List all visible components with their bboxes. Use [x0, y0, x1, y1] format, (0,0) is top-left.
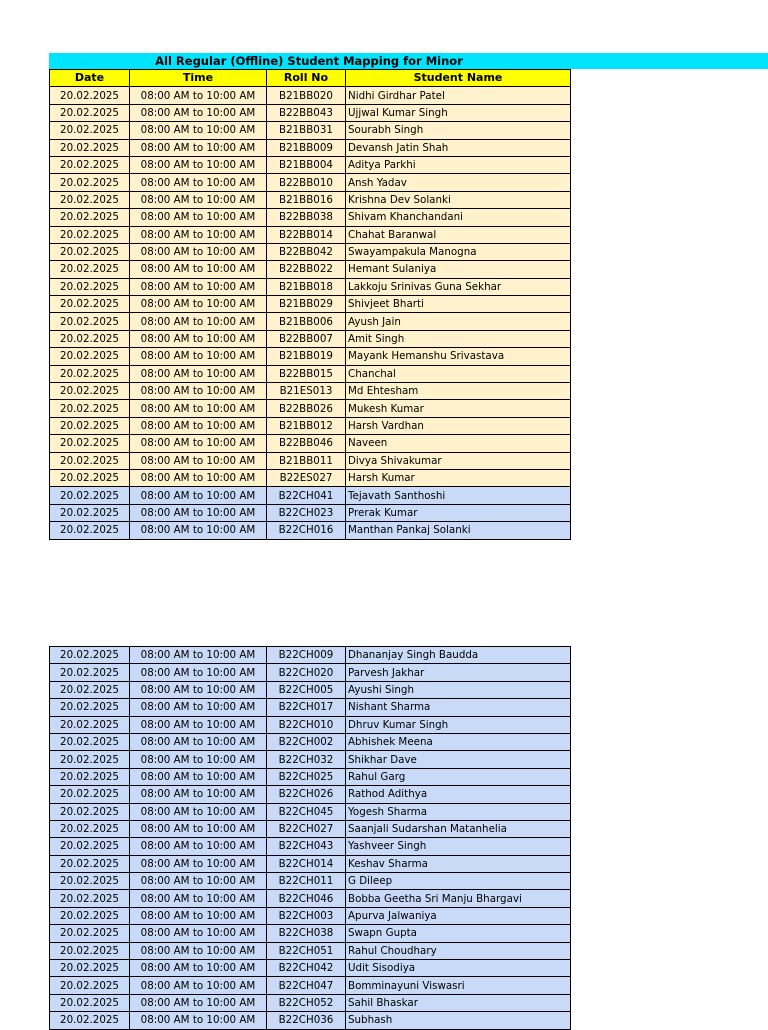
- roll-no-cell: B22CH026: [267, 786, 346, 803]
- time-cell: 08:00 AM to 10:00 AM: [130, 942, 267, 959]
- table-row: [50, 330, 571, 347]
- date-cell: 20.02.2025: [50, 942, 130, 959]
- time-cell: 08:00 AM to 10:00 AM: [130, 330, 267, 347]
- date-cell: 20.02.2025: [50, 435, 130, 452]
- table-1-body: [50, 87, 571, 539]
- time-cell: 08:00 AM to 10:00 AM: [130, 890, 267, 907]
- time-cell: 08:00 AM to 10:00 AM: [130, 209, 267, 226]
- time-cell: 08:00 AM to 10:00 AM: [130, 994, 267, 1011]
- date-cell: 20.02.2025: [50, 348, 130, 365]
- roll-no-cell: B22ES027: [267, 469, 346, 486]
- date-cell: 20.02.2025: [50, 365, 130, 382]
- student-name-cell: Udit Sisodiya: [346, 960, 571, 977]
- roll-no-cell: B21BB004: [267, 156, 346, 173]
- roll-no-cell: B22CH036: [267, 1012, 346, 1029]
- roll-no-cell: B22BB043: [267, 104, 346, 121]
- roll-no-cell: B22CH042: [267, 960, 346, 977]
- roll-no-cell: B22CH017: [267, 699, 346, 716]
- table-row: [50, 209, 571, 226]
- time-cell: 08:00 AM to 10:00 AM: [130, 400, 267, 417]
- student-name-cell: Bomminayuni Viswasri: [346, 977, 571, 994]
- time-cell: 08:00 AM to 10:00 AM: [130, 647, 267, 664]
- table-header-row: [50, 70, 571, 87]
- table-row: [50, 174, 571, 191]
- student-name-cell: Nidhi Girdhar Patel: [346, 87, 571, 104]
- student-name-cell: Shivam Khanchandani: [346, 209, 571, 226]
- student-name-cell: Yashveer Singh: [346, 838, 571, 855]
- student-name-cell: Ansh Yadav: [346, 174, 571, 191]
- table-row: [50, 87, 571, 104]
- table-row: [50, 226, 571, 243]
- date-cell: 20.02.2025: [50, 733, 130, 750]
- date-cell: 20.02.2025: [50, 647, 130, 664]
- table-row: [50, 942, 571, 959]
- time-cell: 08:00 AM to 10:00 AM: [130, 122, 267, 139]
- time-cell: 08:00 AM to 10:00 AM: [130, 261, 267, 278]
- time-cell: 08:00 AM to 10:00 AM: [130, 296, 267, 313]
- table-row: [50, 733, 571, 750]
- table-row: [50, 681, 571, 698]
- date-cell: 20.02.2025: [50, 907, 130, 924]
- date-cell: 20.02.2025: [50, 925, 130, 942]
- student-name-cell: Tejavath Santhoshi: [346, 487, 571, 504]
- roll-no-cell: B21BB020: [267, 87, 346, 104]
- title-banner: [49, 53, 768, 69]
- date-cell: 20.02.2025: [50, 261, 130, 278]
- table-row: [50, 994, 571, 1011]
- date-cell: 20.02.2025: [50, 383, 130, 400]
- table-row: [50, 960, 571, 977]
- roll-no-cell: B21BB006: [267, 313, 346, 330]
- table-row: [50, 261, 571, 278]
- student-name-cell: Amit Singh: [346, 330, 571, 347]
- student-name-cell: Ujjwal Kumar Singh: [346, 104, 571, 121]
- time-cell: 08:00 AM to 10:00 AM: [130, 664, 267, 681]
- time-cell: 08:00 AM to 10:00 AM: [130, 733, 267, 750]
- date-cell: 20.02.2025: [50, 681, 130, 698]
- time-cell: 08:00 AM to 10:00 AM: [130, 522, 267, 539]
- table-row: [50, 313, 571, 330]
- roll-no-cell: B22CH025: [267, 768, 346, 785]
- roll-no-cell: B22CH051: [267, 942, 346, 959]
- time-cell: 08:00 AM to 10:00 AM: [130, 435, 267, 452]
- time-cell: 08:00 AM to 10:00 AM: [130, 768, 267, 785]
- roll-no-cell: B21BB016: [267, 191, 346, 208]
- table-row: [50, 647, 571, 664]
- roll-no-cell: B21BB029: [267, 296, 346, 313]
- table-row: [50, 139, 571, 156]
- roll-no-cell: B22BB022: [267, 261, 346, 278]
- table-row: [50, 122, 571, 139]
- date-cell: 20.02.2025: [50, 803, 130, 820]
- table-row: [50, 803, 571, 820]
- table-row: [50, 925, 571, 942]
- date-cell: 20.02.2025: [50, 820, 130, 837]
- date-cell: 20.02.2025: [50, 873, 130, 890]
- student-name-cell: Shikhar Dave: [346, 751, 571, 768]
- time-cell: 08:00 AM to 10:00 AM: [130, 504, 267, 521]
- date-cell: 20.02.2025: [50, 469, 130, 486]
- student-name-cell: Apurva Jalwaniya: [346, 907, 571, 924]
- student-name-cell: Bobba Geetha Sri Manju Bhargavi: [346, 890, 571, 907]
- roll-no-cell: B22CH043: [267, 838, 346, 855]
- table-row: [50, 400, 571, 417]
- table-row: [50, 890, 571, 907]
- student-name-cell: Harsh Kumar: [346, 469, 571, 486]
- student-name-cell: Ayushi Singh: [346, 681, 571, 698]
- date-cell: 20.02.2025: [50, 417, 130, 434]
- student-name-cell: Saanjali Sudarshan Matanhelia: [346, 820, 571, 837]
- roll-no-cell: B22CH052: [267, 994, 346, 1011]
- roll-no-cell: B21BB019: [267, 348, 346, 365]
- roll-no-cell: B22BB046: [267, 435, 346, 452]
- student-name-cell: Devansh Jatin Shah: [346, 139, 571, 156]
- student-name-cell: Harsh Vardhan: [346, 417, 571, 434]
- table-row: [50, 365, 571, 382]
- table-row: [50, 699, 571, 716]
- time-cell: 08:00 AM to 10:00 AM: [130, 87, 267, 104]
- table-row: [50, 855, 571, 872]
- student-name-cell: Rahul Garg: [346, 768, 571, 785]
- date-cell: 20.02.2025: [50, 664, 130, 681]
- roll-no-cell: B22CH046: [267, 890, 346, 907]
- date-cell: 20.02.2025: [50, 104, 130, 121]
- student-name-cell: Mayank Hemanshu Srivastava: [346, 348, 571, 365]
- time-cell: 08:00 AM to 10:00 AM: [130, 960, 267, 977]
- student-name-cell: Shivjeet Bharti: [346, 296, 571, 313]
- student-name-cell: Manthan Pankaj Solanki: [346, 522, 571, 539]
- table-row: [50, 278, 571, 295]
- time-cell: 08:00 AM to 10:00 AM: [130, 1012, 267, 1029]
- roll-no-cell: B22BB026: [267, 400, 346, 417]
- time-cell: 08:00 AM to 10:00 AM: [130, 139, 267, 156]
- header-date: Date: [50, 70, 130, 87]
- student-name-cell: Aditya Parkhi: [346, 156, 571, 173]
- roll-no-cell: B22BB038: [267, 209, 346, 226]
- student-name-cell: Yogesh Sharma: [346, 803, 571, 820]
- roll-no-cell: B22CH023: [267, 504, 346, 521]
- table-row: [50, 820, 571, 837]
- student-name-cell: Keshav Sharma: [346, 855, 571, 872]
- student-name-cell: Md Ehtesham: [346, 383, 571, 400]
- student-name-cell: Hemant Sulaniya: [346, 261, 571, 278]
- student-name-cell: Parvesh Jakhar: [346, 664, 571, 681]
- date-cell: 20.02.2025: [50, 87, 130, 104]
- time-cell: 08:00 AM to 10:00 AM: [130, 803, 267, 820]
- table-row: [50, 786, 571, 803]
- table-row: [50, 768, 571, 785]
- date-cell: 20.02.2025: [50, 400, 130, 417]
- student-name-cell: Abhishek Meena: [346, 733, 571, 750]
- date-cell: 20.02.2025: [50, 278, 130, 295]
- roll-no-cell: B21BB011: [267, 452, 346, 469]
- table-row: [50, 487, 571, 504]
- table-row: [50, 417, 571, 434]
- date-cell: 20.02.2025: [50, 191, 130, 208]
- student-name-cell: Divya Shivakumar: [346, 452, 571, 469]
- roll-no-cell: B22BB015: [267, 365, 346, 382]
- student-name-cell: Sahil Bhaskar: [346, 994, 571, 1011]
- time-cell: 08:00 AM to 10:00 AM: [130, 226, 267, 243]
- date-cell: 20.02.2025: [50, 751, 130, 768]
- roll-no-cell: B22CH047: [267, 977, 346, 994]
- table-row: [50, 104, 571, 121]
- date-cell: 20.02.2025: [50, 156, 130, 173]
- date-cell: 20.02.2025: [50, 838, 130, 855]
- roll-no-cell: B22CH045: [267, 803, 346, 820]
- roll-no-cell: B22CH016: [267, 522, 346, 539]
- student-name-cell: Nishant Sharma: [346, 699, 571, 716]
- time-cell: 08:00 AM to 10:00 AM: [130, 365, 267, 382]
- time-cell: 08:00 AM to 10:00 AM: [130, 487, 267, 504]
- table-row: [50, 873, 571, 890]
- date-cell: 20.02.2025: [50, 226, 130, 243]
- table-2-body: [50, 647, 571, 1030]
- date-cell: 20.02.2025: [50, 890, 130, 907]
- date-cell: 20.02.2025: [50, 313, 130, 330]
- student-name-cell: Dhananjay Singh Baudda: [346, 647, 571, 664]
- roll-no-cell: B22CH011: [267, 873, 346, 890]
- date-cell: 20.02.2025: [50, 139, 130, 156]
- time-cell: 08:00 AM to 10:00 AM: [130, 716, 267, 733]
- roll-no-cell: B22CH041: [267, 487, 346, 504]
- student-name-cell: Naveen: [346, 435, 571, 452]
- roll-no-cell: B21BB012: [267, 417, 346, 434]
- time-cell: 08:00 AM to 10:00 AM: [130, 452, 267, 469]
- student-name-cell: Chahat Baranwal: [346, 226, 571, 243]
- page-title: All Regular (Offline) Student Mapping for Minor: [155, 54, 463, 68]
- student-name-cell: Rahul Choudhary: [346, 942, 571, 959]
- time-cell: 08:00 AM to 10:00 AM: [130, 977, 267, 994]
- date-cell: 20.02.2025: [50, 768, 130, 785]
- date-cell: 20.02.2025: [50, 452, 130, 469]
- time-cell: 08:00 AM to 10:00 AM: [130, 855, 267, 872]
- header-roll-no: Roll No: [267, 70, 346, 87]
- table-row: [50, 435, 571, 452]
- time-cell: 08:00 AM to 10:00 AM: [130, 156, 267, 173]
- table-row: [50, 452, 571, 469]
- roll-no-cell: B22CH014: [267, 855, 346, 872]
- table-row: [50, 469, 571, 486]
- table-row: [50, 977, 571, 994]
- table-row: [50, 1012, 571, 1029]
- time-cell: 08:00 AM to 10:00 AM: [130, 104, 267, 121]
- time-cell: 08:00 AM to 10:00 AM: [130, 699, 267, 716]
- student-name-cell: Ayush Jain: [346, 313, 571, 330]
- date-cell: 20.02.2025: [50, 209, 130, 226]
- roll-no-cell: B21BB009: [267, 139, 346, 156]
- table-row: [50, 716, 571, 733]
- table-row: [50, 664, 571, 681]
- roll-no-cell: B22CH038: [267, 925, 346, 942]
- date-cell: 20.02.2025: [50, 699, 130, 716]
- student-name-cell: Dhruv Kumar Singh: [346, 716, 571, 733]
- date-cell: 20.02.2025: [50, 786, 130, 803]
- table-row: [50, 907, 571, 924]
- student-name-cell: Sourabh Singh: [346, 122, 571, 139]
- time-cell: 08:00 AM to 10:00 AM: [130, 681, 267, 698]
- roll-no-cell: B22CH027: [267, 820, 346, 837]
- time-cell: 08:00 AM to 10:00 AM: [130, 191, 267, 208]
- date-cell: 20.02.2025: [50, 174, 130, 191]
- date-cell: 20.02.2025: [50, 296, 130, 313]
- roll-no-cell: B22BB014: [267, 226, 346, 243]
- roll-no-cell: B22BB010: [267, 174, 346, 191]
- time-cell: 08:00 AM to 10:00 AM: [130, 751, 267, 768]
- roll-no-cell: B22CH032: [267, 751, 346, 768]
- time-cell: 08:00 AM to 10:00 AM: [130, 820, 267, 837]
- student-mapping-table-1: [49, 69, 571, 540]
- header-time: Time: [130, 70, 267, 87]
- student-name-cell: Swapn Gupta: [346, 925, 571, 942]
- time-cell: 08:00 AM to 10:00 AM: [130, 873, 267, 890]
- table-row: [50, 156, 571, 173]
- header-student-name: Student Name: [346, 70, 571, 87]
- time-cell: 08:00 AM to 10:00 AM: [130, 243, 267, 260]
- student-name-cell: G Dileep: [346, 873, 571, 890]
- table-row: [50, 751, 571, 768]
- time-cell: 08:00 AM to 10:00 AM: [130, 786, 267, 803]
- table-row: [50, 522, 571, 539]
- student-name-cell: Subhash: [346, 1012, 571, 1029]
- table-row: [50, 191, 571, 208]
- date-cell: 20.02.2025: [50, 243, 130, 260]
- time-cell: 08:00 AM to 10:00 AM: [130, 838, 267, 855]
- roll-no-cell: B22BB007: [267, 330, 346, 347]
- date-cell: 20.02.2025: [50, 330, 130, 347]
- roll-no-cell: B21ES013: [267, 383, 346, 400]
- date-cell: 20.02.2025: [50, 855, 130, 872]
- student-name-cell: Prerak Kumar: [346, 504, 571, 521]
- date-cell: 20.02.2025: [50, 487, 130, 504]
- time-cell: 08:00 AM to 10:00 AM: [130, 469, 267, 486]
- table-row: [50, 838, 571, 855]
- roll-no-cell: B22CH010: [267, 716, 346, 733]
- roll-no-cell: B22CH005: [267, 681, 346, 698]
- time-cell: 08:00 AM to 10:00 AM: [130, 313, 267, 330]
- student-mapping-table-2: [49, 646, 571, 1030]
- table-row: [50, 383, 571, 400]
- roll-no-cell: B22BB042: [267, 243, 346, 260]
- student-name-cell: Chanchal: [346, 365, 571, 382]
- date-cell: 20.02.2025: [50, 1012, 130, 1029]
- date-cell: 20.02.2025: [50, 716, 130, 733]
- date-cell: 20.02.2025: [50, 977, 130, 994]
- roll-no-cell: B22CH020: [267, 664, 346, 681]
- time-cell: 08:00 AM to 10:00 AM: [130, 417, 267, 434]
- date-cell: 20.02.2025: [50, 522, 130, 539]
- time-cell: 08:00 AM to 10:00 AM: [130, 383, 267, 400]
- table-row: [50, 348, 571, 365]
- table-row: [50, 296, 571, 313]
- roll-no-cell: B21BB018: [267, 278, 346, 295]
- student-name-cell: Lakkoju Srinivas Guna Sekhar: [346, 278, 571, 295]
- roll-no-cell: B21BB031: [267, 122, 346, 139]
- time-cell: 08:00 AM to 10:00 AM: [130, 348, 267, 365]
- student-name-cell: Krishna Dev Solanki: [346, 191, 571, 208]
- table-row: [50, 243, 571, 260]
- time-cell: 08:00 AM to 10:00 AM: [130, 907, 267, 924]
- time-cell: 08:00 AM to 10:00 AM: [130, 925, 267, 942]
- roll-no-cell: B22CH009: [267, 647, 346, 664]
- table-row: [50, 504, 571, 521]
- student-name-cell: Rathod Adithya: [346, 786, 571, 803]
- date-cell: 20.02.2025: [50, 994, 130, 1011]
- roll-no-cell: B22CH002: [267, 733, 346, 750]
- date-cell: 20.02.2025: [50, 122, 130, 139]
- time-cell: 08:00 AM to 10:00 AM: [130, 278, 267, 295]
- student-name-cell: Swayampakula Manogna: [346, 243, 571, 260]
- roll-no-cell: B22CH003: [267, 907, 346, 924]
- student-name-cell: Mukesh Kumar: [346, 400, 571, 417]
- date-cell: 20.02.2025: [50, 960, 130, 977]
- time-cell: 08:00 AM to 10:00 AM: [130, 174, 267, 191]
- date-cell: 20.02.2025: [50, 504, 130, 521]
